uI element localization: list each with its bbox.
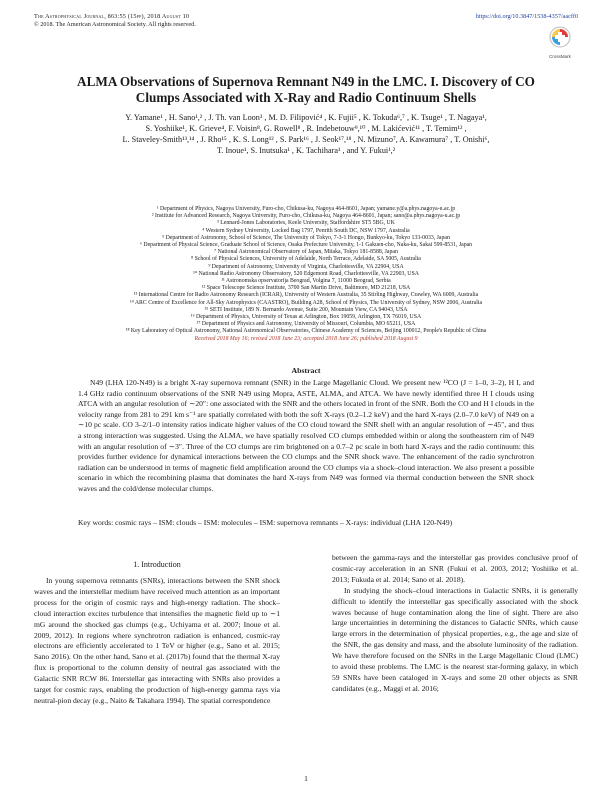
affiliation: ¹ Department of Physics, Nagoya University, Furo-cho, Chikusa-ku, Nagoya 464-8601, Japan; yamane.y@a.phys.nagoya-u.ac.jp — [156, 206, 456, 212]
affiliation: ¹⁵ SETI Institute, 189 N. Bernardo Avenue, Suite 200, Mountain View, CA 94043, USA — [204, 306, 408, 313]
body-paragraph: In studying the shock–cloud interactions in Galactic SNRs, it is generally difficult to identify the interstellar gas specifically associated with the shock waves because of huge contamination along the line of sight. There are also large uncertainties in determining the distances to Galactic SNRs, which cause large errors in the determination of physical properties, e.g., the age and size of the SNR, the gas density and mass, and the absolute luminosity of the radiation. We have therefore focused on the SNRs in the Large Magellanic Cloud (LMC) to avoid these problems. The LMC is the nearest star-forming galaxy, in which 59 SNRs have been cataloged in X-rays and some 20 other objects as SNR candidates (e.g., Maggi et al. 2016; — [332, 585, 578, 693]
affiliation: ¹² Space Telescope Science Institute, 3700 San Martin Drive, Baltimore, MD 21218, USA — [201, 285, 411, 292]
author-line: T. Inoue¹, S. Inutsuka¹ , K. Tachihara¹ , and Y. Fukui¹,² — [216, 146, 396, 155]
affiliation-list — [40, 206, 572, 343]
affiliation: ¹⁷ Department of Physics and Astronomy, University of Missouri, Columbia, MO 65211, USA — [196, 321, 416, 328]
affiliation: ¹⁴ ARC Centre of Excellence for All-Sky Astrophysics (CAASTRO), Building A28, School of Physics, The University of Sydney, NSW 2006, Australia — [129, 299, 483, 306]
page-number: 1 — [304, 774, 308, 783]
affiliation: ⁹ Department of Astronomy, University of Virginia, Charlottesville, VA 22904, USA — [208, 263, 404, 270]
body-paragraph: In young supernova remnants (SNRs), interactions between the SNR shock waves and the interstellar medium have received much attention as an important process for the origin of cosmic rays and high-energy radiation. The shock–cloud interaction excites turbulence that intensifies the magnetic field up to ∼1 mG around the shocked gas clumps (e.g., Uchiyama et al. 2007; Inoue et al. 2009, 2012). In regions where synchrotron radiation is enhanced, cosmic-ray electrons are efficiently accelerated to 1 TeV or higher (e.g., Sano et al. 2015; Sano 2016). On the other hand, Sano et al. (2017b) found that the thermal X-ray flux is proportional to the column density of neutral gas associated with the Galactic SNR RCW 86. Interstellar gas interacting with SNRs also provides a target for cosmic rays, enabling the production of high-energy gamma rays via neutral-pion decay (e.g., Naito & Takahara 1994). The spatial correspondence — [34, 576, 280, 705]
affiliation: ¹⁸ Key Laboratory of Optical Astronomy, National Astronomical Observatories, Chinese Academy of Sciences, Beijing 100012, People's Republic of China — [125, 328, 487, 335]
right-column — [332, 553, 578, 695]
affiliation: ⁶ Department of Physical Science, Graduate School of Science, Osaka Prefecture University, 1-1 Gakuen-cho, Naka-ku, Sakai 599-8531, Japan — [139, 242, 473, 249]
affiliation: ¹⁶ Department of Physics, University of Texas at Arlington, Box 19059, Arlington, TX 76019, USA — [190, 314, 422, 321]
affiliation: ⁷ National Astronomical Observatory of Japan, Mitaka, Tokyo 181-8588, Japan — [214, 249, 398, 256]
author-line: L. Staveley-Smith¹³,¹⁴ , J. Rho¹⁵ , K. S. Long¹² , S. Park¹⁶ , J. Seok¹⁷,¹⁸ , N. Mizuno⁷, A. Kawamura⁷ , T. Onishi⁶, — [122, 135, 490, 144]
abstract-paragraph: N49 (LHA 120-N49) is a bright X-ray supernova remnant (SNR) in the Large Magellanic Cloud. We present new ¹²CO (J = 1–0, 3–2), H I, and 1.4 GHz radio continuum observations of the SNR N49 using Mopra, ASTE, ALMA, and ATCA. We have newly identified three H I clouds using ATCA with an angular resolution of ∼20″: one associated with the SNR and the others located in front of the SNR. Both the CO and H I clouds in the velocity range from 281 to 291 km s⁻¹ are spatially correlated with both the soft X-rays (0.2–1.2 keV) and the hard X-rays (2.0–7.0 keV) of N49 on a ∼10 pc scale. CO 3–2/1–0 intensity ratios indicate higher values of the CO cloud toward the SNR shell with an angular resolution of ∼45″, and thus a strong interaction was suggested. Using the ALMA, we have spatially resolved CO clumps embedded within or along the southeastern rim of N49 with an angular resolution of ∼3″. Three of the CO clumps are rim brightened on a 0.7–2 pc scale in both hard X-rays and the radio continuum: this provides further evidence for dynamical interactions between the CO clumps and the SNR shock wave. The enhancement of the radio synchrotron radiation can be understood in terms of magnetic field amplification around the CO clumps via a shock–cloud interaction. We also present a possible scenario in which the recombining plasma that dominates the hard X-rays from N49 was formed via thermal conduction between the SNR shock waves and the cold/dense molecular clumps. — [78, 378, 534, 493]
doi-text[interactable]: https://doi.org/10.3847/1538-4357/aacff0 — [475, 13, 578, 20]
crossmark-icon — [549, 26, 571, 48]
affiliation: ¹⁰ National Radio Astronomy Observatory, 520 Edgemont Road, Charlottesville, VA 22903, USA — [193, 270, 419, 277]
crossmark-label: CrossMark — [549, 54, 571, 59]
section-heading: 1. Introduction — [133, 560, 181, 569]
received-dates: Received 2018 May 16; revised 2018 June 23; accepted 2018 June 26; published 2018 August 9 — [194, 335, 418, 342]
affiliation: ⁴ Western Sydney University, Locked Bag 1797, Penrith South DC, NSW 1797, Australia — [202, 227, 410, 234]
keywords: Key words: cosmic rays – ISM: clouds – ISM: molecules – ISM: supernova remnants – X-rays: individual (LHA 120-N49) — [78, 518, 453, 527]
running-header — [34, 13, 196, 29]
affiliation: ³ Lennard-Jones Laboratories, Keele University, Staffordshire ST5 5BG, UK — [217, 220, 395, 227]
affiliation: ⁵ Department of Astronomy, School of Science, The University of Tokyo, 7-3-1 Hongo, Bunkyo-ku, Tokyo 133-0033, Japan — [162, 234, 450, 241]
body-paragraph: between the gamma-rays and the interstellar gas provides conclusive proof of cosmic-ray acceleration in an SNR (Fukui et al. 2003, 2012; Yoshiike et al. 2013; Fukuda et al. 2014; Sano et al. 2018). — [332, 553, 578, 584]
abstract-heading: Abstract — [291, 366, 321, 375]
paper-title: ALMA Observations of Supernova Remnant N49 in the LMC. I. Discovery of CO Clumps Associated with X-Ray and Radio Continuum Shells — [77, 74, 535, 105]
crossmark-badge[interactable] — [542, 26, 578, 59]
author-line: S. Yoshiike¹, K. Grieve⁴, F. Voisin⁸, G. Rowell⁸ , R. Indebetouw⁹,¹⁰ , M. Lakićević¹¹ , T. Temim¹² , — [145, 124, 467, 133]
doi-link[interactable] — [476, 13, 578, 20]
left-column — [34, 576, 280, 707]
affiliation: ¹¹ Astronomska opservatorija Beograd, Volgina 7, 11000 Beograd, Serbia — [221, 278, 391, 285]
copyright-line: © 2018. The American Astronomical Society. All rights reserved. — [34, 21, 196, 28]
author-list — [40, 112, 572, 156]
affiliation: ² Institute for Advanced Research, Nagoya University, Furo-cho, Chikusa-ku, Nagoya 464-8601, Japan; sano@a.phys.nagoya-u.ac.jp — [151, 213, 461, 220]
affiliation: ¹³ International Centre for Radio Astronomy Research (ICRAR), University of Western Australia, 35 Stirling Highway, Crawley, WA 6009, Australia — [133, 292, 479, 299]
affiliation: ⁸ School of Physical Sciences, University of Adelaide, North Terrace, Adelaide, SA 5005, Australia — [191, 256, 421, 263]
journal-citation: The Astrophysical Journal, 863:55 (15pp), 2018 August 10 — [34, 13, 190, 20]
abstract-text — [78, 378, 534, 495]
author-line: Y. Yamane¹ , H. Sano¹,² , J. Th. van Loon³ , M. D. Filipović⁴ , K. Fujii⁵ , K. Tokuda⁶,⁷ , K. Tsuge¹ , T. Nagaya¹, — [125, 113, 487, 122]
